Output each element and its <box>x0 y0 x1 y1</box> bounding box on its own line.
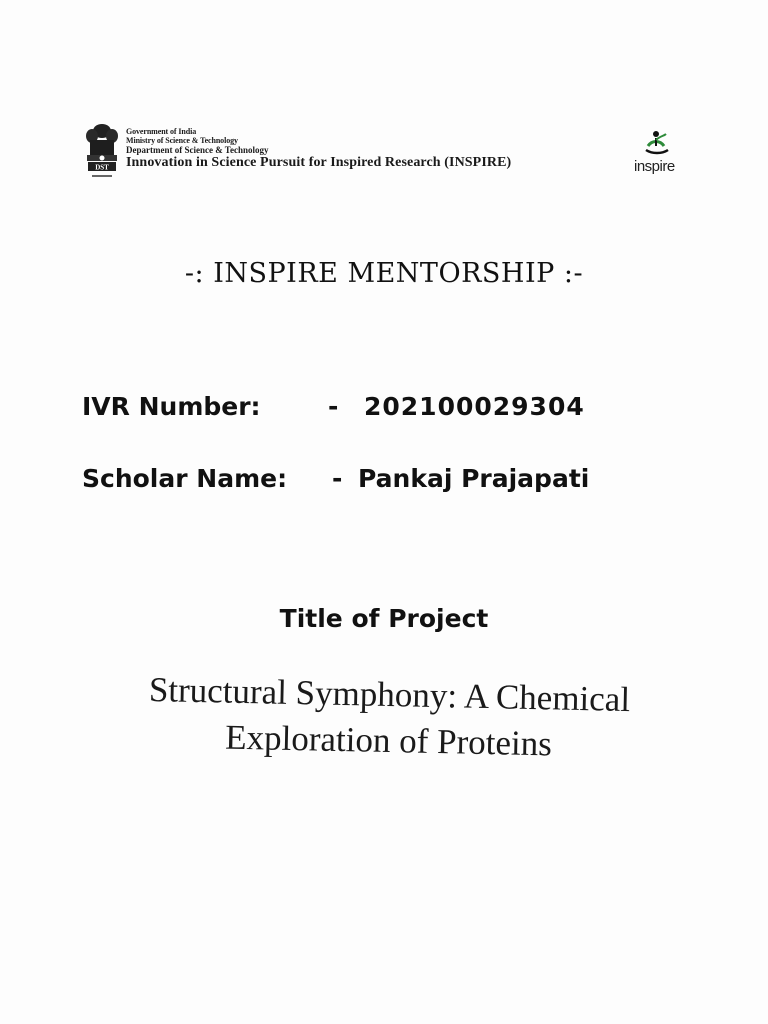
ivr-number-dash: - <box>328 392 339 421</box>
ivr-number-label: IVR Number: <box>82 392 261 421</box>
project-title <box>83 666 695 771</box>
national-emblem-icon <box>84 122 120 182</box>
project-title-line-2: Exploration of Proteins <box>224 717 553 764</box>
government-line: Government of India <box>126 127 197 136</box>
document-header <box>84 122 694 186</box>
inspire-logo-text: inspire <box>634 158 675 175</box>
department-line: Department of Science & Technology <box>126 145 269 155</box>
ministry-line: Ministry of Science & Technology <box>126 136 238 145</box>
header-text-block <box>126 127 511 171</box>
ivr-number-value: 202100029304 <box>364 392 585 421</box>
project-title-label: Title of Project <box>279 604 489 633</box>
scholar-name-value: Pankaj Prajapati <box>358 464 590 493</box>
program-line: Innovation in Science Pursuit for Inspired Research (INSPIRE) <box>126 155 512 170</box>
svg-text:DST: DST <box>95 163 109 172</box>
scholar-name-dash: - <box>332 464 343 493</box>
scholar-name-label: Scholar Name: <box>82 464 288 493</box>
mentorship-heading: -: INSPIRE MENTORSHIP :- <box>184 258 584 289</box>
inspire-logo-icon <box>642 130 672 158</box>
inspire-logo <box>632 126 684 178</box>
project-title-line-1: Structural Symphony: A Chemical <box>148 669 631 720</box>
